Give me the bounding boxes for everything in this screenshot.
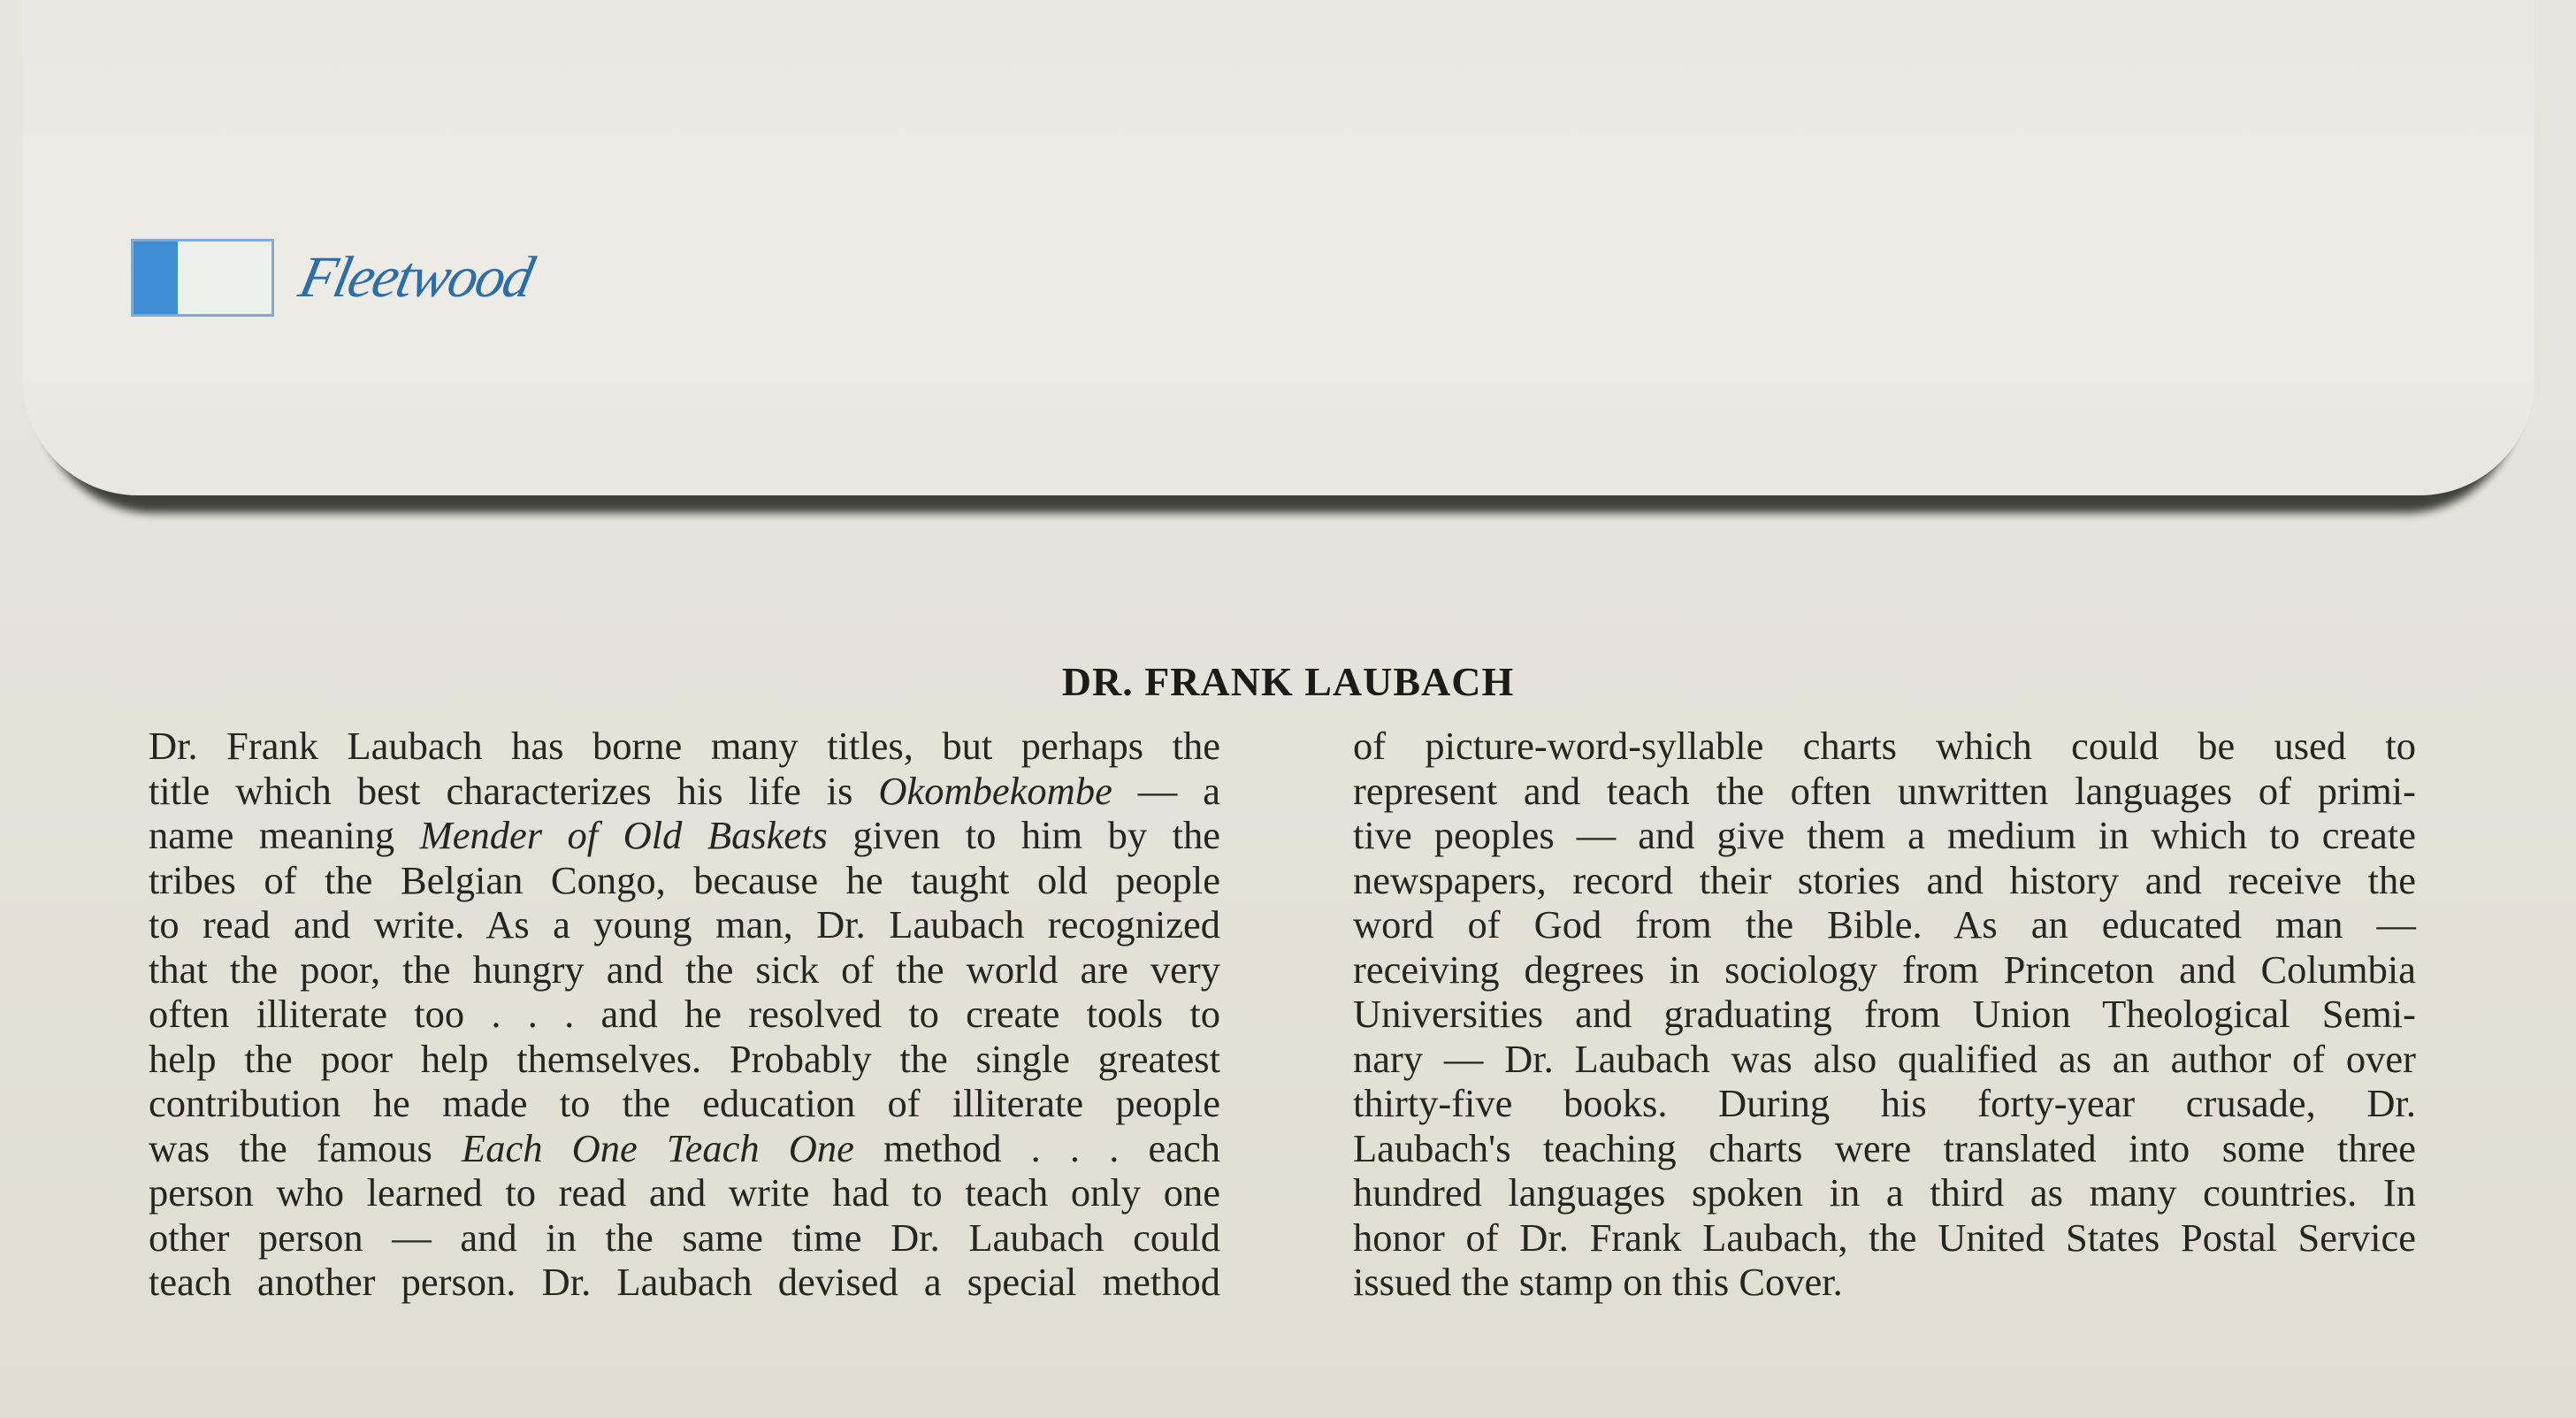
article-column-left bbox=[149, 724, 1220, 1305]
body-text: Dr. Frank Laubach has borne many titles, but perhaps the bbox=[149, 724, 1220, 768]
text-line bbox=[1353, 947, 2416, 993]
body-text: word of God from the Bible. As an educated man — bbox=[1353, 902, 2416, 947]
brand-logotype: Fleetwood bbox=[294, 245, 539, 310]
text-line bbox=[149, 1215, 1220, 1261]
text-line bbox=[1353, 724, 2416, 769]
body-text: represent and teach the often unwritten languages of primi- bbox=[1353, 768, 2416, 813]
text-line bbox=[149, 1037, 1220, 1082]
text-line bbox=[149, 769, 1220, 814]
body-text: of picture-word-syllable charts which could be used to bbox=[1353, 724, 2416, 768]
article-title: DR. FRANK LAUBACH bbox=[1061, 659, 1515, 704]
body-text: title which best characterizes his life is bbox=[149, 768, 879, 813]
text-line bbox=[1353, 1260, 2416, 1305]
text-line bbox=[1353, 992, 2416, 1037]
body-text: newspapers, record their stories and history and receive the bbox=[1353, 857, 2416, 902]
body-text: teach another person. Dr. Laubach devised a special method bbox=[149, 1260, 1220, 1304]
body-text: — a bbox=[1112, 768, 1220, 813]
text-line bbox=[1353, 858, 2416, 903]
text-line bbox=[1353, 902, 2416, 947]
body-text: help the poor help themselves. Probably the single greatest bbox=[149, 1036, 1220, 1081]
body-text: nary — Dr. Laubach was also qualified as an author of over bbox=[1353, 1036, 2416, 1081]
body-text: that the poor, the hungry and the sick of the world are very bbox=[149, 947, 1220, 992]
body-text: hundred languages spoken in a third as many countries. In bbox=[1353, 1170, 2416, 1215]
body-text: method . . . each bbox=[853, 1125, 1220, 1170]
body-text: was the famous bbox=[149, 1125, 462, 1170]
body-text: issued the stamp on this Cover. bbox=[1353, 1260, 1843, 1304]
logo-mark bbox=[131, 239, 274, 317]
body-text: receiving degrees in sociology from Princeton and Columbia bbox=[1353, 947, 2416, 992]
body-text: given to him by the bbox=[827, 813, 1220, 857]
body-text: tribes of the Belgian Congo, because he taught old people bbox=[149, 857, 1220, 902]
body-text: Laubach's teaching charts were translated into some three bbox=[1353, 1125, 2416, 1170]
body-text: Universities and graduating from Union Theological Semi- bbox=[1353, 992, 2416, 1036]
article-column-right bbox=[1353, 724, 2416, 1305]
body-text: often illiterate too . . . and he resolved to create tools to bbox=[149, 992, 1220, 1036]
text-line bbox=[149, 1170, 1220, 1215]
text-line bbox=[149, 992, 1220, 1037]
text-line bbox=[149, 1081, 1220, 1126]
body-text: honor of Dr. Frank Laubach, the United States Postal Service bbox=[1353, 1215, 2416, 1260]
envelope-flap bbox=[23, 0, 2534, 495]
body-text: tive peoples — and give them a medium in which to create bbox=[1353, 813, 2416, 857]
body-text: to read and write. As a young man, Dr. Laubach recognized bbox=[149, 902, 1220, 947]
italic-title-text: Each One Teach One bbox=[462, 1125, 854, 1170]
text-line bbox=[1353, 769, 2416, 814]
italic-title-text: Mender of Old Baskets bbox=[419, 813, 828, 857]
text-line bbox=[149, 902, 1220, 947]
text-line bbox=[1353, 813, 2416, 858]
logo-blue-block bbox=[134, 241, 178, 314]
text-line bbox=[1353, 1126, 2416, 1171]
text-line bbox=[149, 724, 1220, 769]
text-line bbox=[149, 947, 1220, 993]
text-line bbox=[149, 1260, 1220, 1305]
italic-title-text: Okombekombe bbox=[878, 768, 1112, 813]
body-text: thirty-five books. During his forty-year crusade, Dr. bbox=[1353, 1081, 2416, 1125]
body-text: other person — and in the same time Dr. Laubach could bbox=[149, 1215, 1220, 1260]
text-line bbox=[149, 858, 1220, 903]
text-line bbox=[1353, 1081, 2416, 1126]
text-line bbox=[1353, 1170, 2416, 1215]
body-text: name meaning bbox=[149, 813, 420, 857]
text-line bbox=[1353, 1037, 2416, 1082]
body-text: contribution he made to the education of illiterate people bbox=[149, 1081, 1220, 1125]
text-line bbox=[149, 813, 1220, 858]
text-line bbox=[149, 1126, 1220, 1171]
text-line bbox=[1353, 1215, 2416, 1261]
body-text: person who learned to read and write had to teach only one bbox=[149, 1170, 1220, 1215]
